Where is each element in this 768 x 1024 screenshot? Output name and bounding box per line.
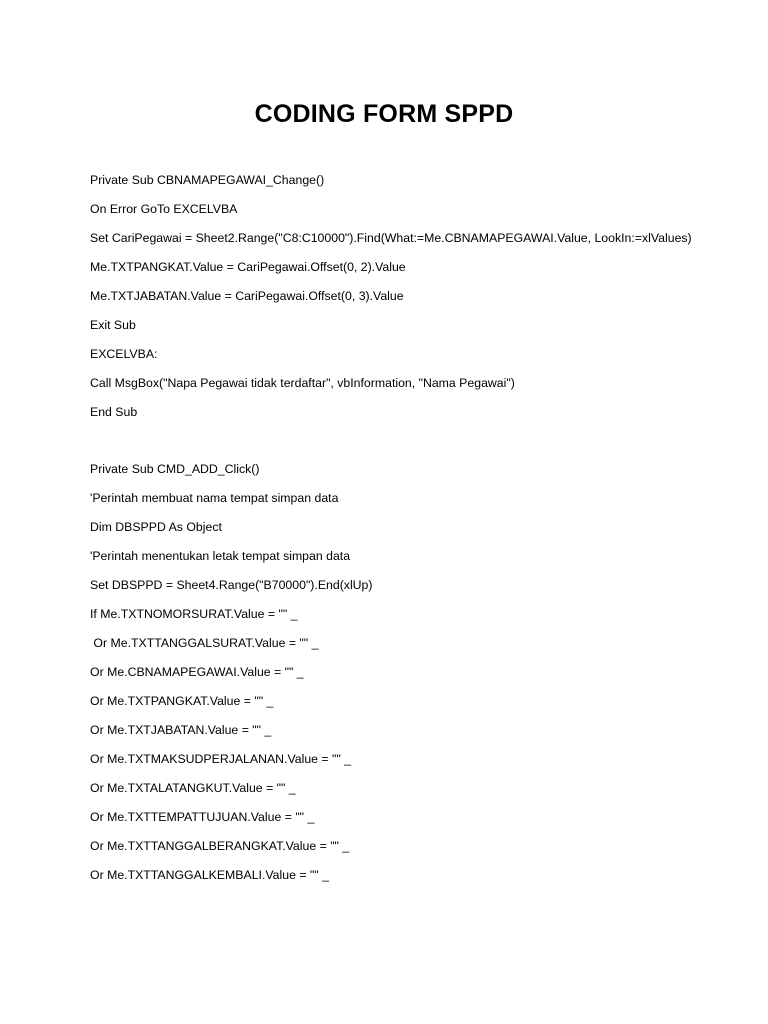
code-line: Or Me.TXTTANGGALSURAT.Value = "" _ [90, 636, 319, 650]
code-line: Or Me.TXTMAKSUDPERJALANAN.Value = "" _ [90, 752, 352, 766]
code-block-cmd-add-click [90, 461, 710, 883]
page-title: CODING FORM SPPD [254, 100, 514, 128]
code-line: Dim DBSPPD As Object [90, 520, 222, 534]
code-line: Or Me.TXTTANGGALBERANGKAT.Value = "" _ [90, 839, 350, 853]
code-line: Private Sub CBNAMAPEGAWAI_Change() [90, 173, 325, 187]
code-line: Set CariPegawai = Sheet2.Range("C8:C10000").Find(What:=Me.CBNAMAPEGAWAI.Value, LookIn:=xlValues) [90, 231, 692, 245]
code-line: Me.TXTPANGKAT.Value = CariPegawai.Offset(0, 2).Value [90, 260, 406, 274]
code-line: 'Perintah membuat nama tempat simpan data [90, 491, 339, 505]
code-line: Me.TXTJABATAN.Value = CariPegawai.Offset(0, 3).Value [90, 289, 404, 303]
code-line: Exit Sub [90, 318, 136, 332]
code-line: EXCELVBA: [90, 347, 158, 361]
code-line: On Error GoTo EXCELVBA [90, 202, 238, 216]
code-line: Or Me.TXTJABATAN.Value = "" _ [90, 723, 272, 737]
code-line: Or Me.CBNAMAPEGAWAI.Value = "" _ [90, 665, 304, 679]
code-line: Or Me.TXTALATANGKUT.Value = "" _ [90, 781, 296, 795]
code-line: Or Me.TXTTANGGALKEMBALI.Value = "" _ [90, 868, 329, 882]
code-line: If Me.TXTNOMORSURAT.Value = "" _ [90, 607, 298, 621]
code-line: End Sub [90, 405, 138, 419]
code-line: Set DBSPPD = Sheet4.Range("B70000").End(xlUp) [90, 578, 373, 592]
code-line: Private Sub CMD_ADD_Click() [90, 462, 260, 476]
code-line: 'Perintah menentukan letak tempat simpan data [90, 549, 351, 563]
code-listing [90, 172, 710, 896]
code-block-cbnamapegawai-change [90, 172, 710, 420]
code-line: Or Me.TXTTEMPATTUJUAN.Value = "" _ [90, 810, 315, 824]
block-spacer [90, 433, 710, 461]
code-line: Call MsgBox("Napa Pegawai tidak terdaftar", vbInformation, "Nama Pegawai") [90, 376, 515, 390]
code-line: Or Me.TXTPANGKAT.Value = "" _ [90, 694, 274, 708]
